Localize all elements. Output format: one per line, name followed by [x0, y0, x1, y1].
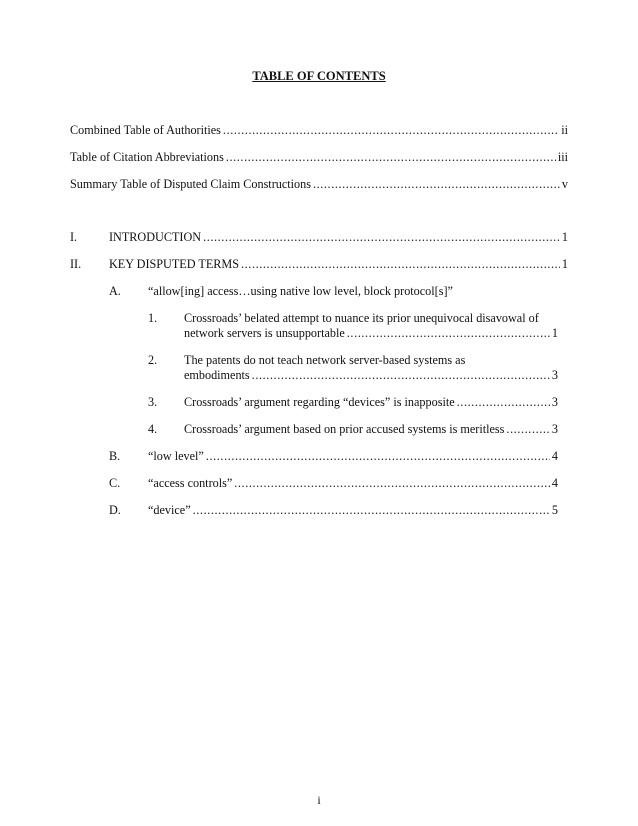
page-title: TABLE OF CONTENTS — [252, 69, 386, 83]
toc-entry-label: “device” — [148, 503, 191, 517]
subsection-letter: B. — [109, 449, 121, 463]
toc-entry-device[interactable] — [148, 503, 558, 518]
leader-dots — [234, 476, 550, 491]
leader-dots — [457, 395, 550, 410]
toc-entry-low-level[interactable] — [148, 449, 558, 464]
subsection-letter: C. — [109, 476, 121, 490]
toc-entry-line[interactable]: The patents do not teach network server-based systems as — [184, 353, 466, 367]
toc-entry-page: 3 — [551, 395, 558, 409]
toc-entry-combined-table-of-authorities[interactable] — [70, 123, 568, 138]
toc-entry-summary-table-of-disputed-claim-constructions[interactable] — [70, 177, 568, 192]
item-number: 2. — [148, 353, 158, 367]
toc-entry-page: 1 — [551, 326, 558, 340]
toc-entry-label: “low level” — [148, 449, 204, 463]
toc-entry-belated-attempt[interactable] — [184, 326, 558, 341]
toc-entry-prior-accused-systems[interactable] — [184, 422, 558, 437]
toc-entry-introduction[interactable] — [109, 230, 568, 245]
leader-dots — [313, 177, 560, 192]
toc-entry-label: INTRODUCTION — [109, 230, 202, 244]
toc-entry-page: 4 — [551, 449, 558, 463]
toc-entry-key-disputed-terms[interactable] — [109, 257, 568, 272]
item-number: 3. — [148, 395, 158, 409]
toc-entry-label: Crossroads’ argument regarding “devices” is inapposite — [184, 395, 455, 409]
leader-dots — [203, 230, 560, 245]
toc-entry-devices-inapposite[interactable] — [184, 395, 558, 410]
toc-entry-label: network servers is unsupportable — [184, 326, 345, 340]
subsection-letter: A. — [109, 284, 121, 298]
toc-entry-label: Table of Citation Abbreviations — [70, 150, 224, 164]
toc-entry-page: 1 — [561, 230, 568, 244]
toc-entry-page: 5 — [551, 503, 558, 517]
toc-entry-label: KEY DISPUTED TERMS — [109, 257, 240, 271]
toc-entry-page: v — [561, 177, 568, 191]
toc-entry-line[interactable]: Crossroads’ belated attempt to nuance its prior unequivocal disavowal of — [184, 311, 539, 325]
section-number: I. — [70, 230, 78, 244]
toc-entry-page: 4 — [551, 476, 558, 490]
leader-dots — [193, 503, 550, 518]
leader-dots — [347, 326, 550, 341]
toc-entry-patents-do-not-teach[interactable] — [184, 368, 558, 383]
toc-entry-label: Combined Table of Authorities — [70, 123, 221, 137]
leader-dots — [252, 368, 550, 383]
toc-entry-table-of-citation-abbreviations[interactable] — [70, 150, 568, 165]
leader-dots — [223, 123, 559, 138]
item-number: 1. — [148, 311, 158, 325]
toc-entry-page: 1 — [561, 257, 568, 271]
toc-entry-page: ii — [561, 123, 568, 137]
section-number: II. — [70, 257, 82, 271]
leader-dots — [226, 150, 556, 165]
toc-entry-access-controls[interactable] — [148, 476, 558, 491]
leader-dots — [506, 422, 549, 437]
toc-entry-page: 3 — [551, 368, 558, 382]
toc-entry-page: 3 — [551, 422, 558, 436]
toc-entry-allowing-access[interactable]: “allow[ing] access…using native low level, block protocol[s]” — [148, 284, 453, 298]
subsection-letter: D. — [109, 503, 121, 517]
toc-entry-label: Crossroads’ argument based on prior accused systems is meritless — [184, 422, 505, 436]
leader-dots — [241, 257, 560, 272]
toc-entry-label: “access controls” — [148, 476, 233, 490]
toc-entry-page: iii — [557, 150, 568, 164]
leader-dots — [206, 449, 550, 464]
page-number: i — [317, 793, 321, 807]
item-number: 4. — [148, 422, 158, 436]
toc-entry-label: embodiments — [184, 368, 250, 382]
toc-entry-label: Summary Table of Disputed Claim Constructions — [70, 177, 311, 191]
